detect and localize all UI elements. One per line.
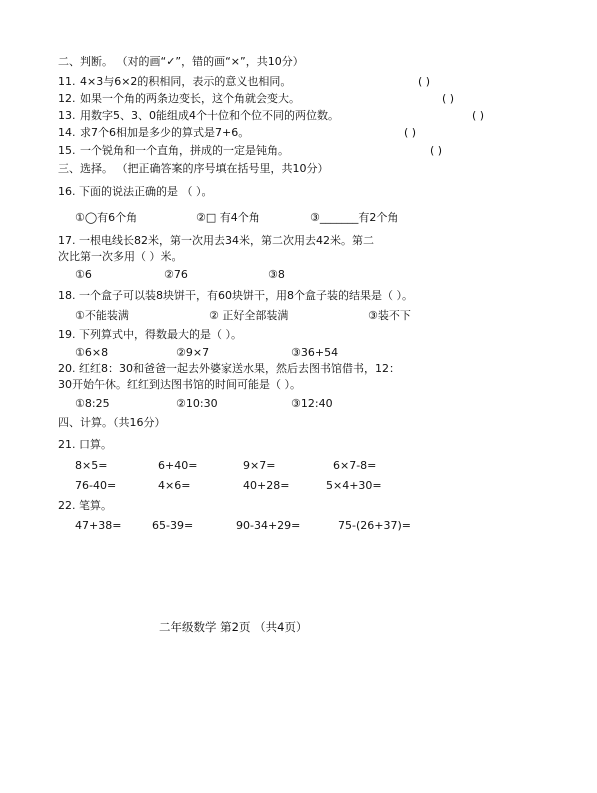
item-number: 11.	[58, 75, 76, 88]
judge-item-14	[58, 125, 249, 140]
q16-option-3[interactable]: ③_______有2个角	[310, 211, 399, 224]
question-17-line1: 17. 一根电线长82米，第一次用去34米，第二次用去42米。第二	[58, 234, 374, 247]
q20-option-2[interactable]: ②10:30	[176, 397, 218, 410]
answer-paren-14[interactable]: ( )	[404, 126, 417, 139]
item-text: 如果一个角的两条边变长，这个角就会变大。	[80, 92, 300, 105]
q17-option-3[interactable]: ③8	[268, 268, 285, 281]
item-text: 一个锐角和一个直角，拼成的一定是钝角。	[80, 144, 289, 157]
item-number: 15.	[58, 144, 76, 157]
section2-heading: 二、判断。 （对的画“✓”，错的画“×”，共10分）	[58, 55, 304, 68]
item-number: 13.	[58, 109, 76, 122]
judge-item-11	[58, 74, 291, 89]
page-footer: 二年级数学 第2页 （共4页）	[159, 620, 308, 634]
question-20-line1: 20. 红红8：30和爸爸一起去外婆家送水果，然后去图书馆借书，12：	[58, 362, 400, 375]
q20-option-1[interactable]: ①8:25	[75, 397, 110, 410]
item-text: 4×3与6×2的积相同，表示的意义也相同。	[80, 75, 292, 88]
q16-option-2[interactable]: ②□ 有4个角	[196, 211, 260, 224]
judge-item-15	[58, 143, 289, 158]
oral-calc-4: 6×7-8=	[333, 459, 377, 472]
oral-calc-6: 4×6=	[158, 479, 191, 492]
question-21-label: 21. 口算。	[58, 438, 112, 451]
question-16: 16. 下面的说法正确的是 （ ）。	[58, 185, 213, 198]
written-calc-4: 75-(26+37)=	[338, 519, 411, 532]
item-text: 用数字5、3、0能组成4个十位和个位不同的两位数。	[80, 109, 339, 122]
item-number: 14.	[58, 126, 76, 139]
question-22-label: 22. 笔算。	[58, 499, 112, 512]
section3-heading: 三、选择。 （把正确答案的序号填在括号里，共10分）	[58, 162, 329, 175]
q16-option-1[interactable]: ①◯有6个角	[75, 211, 138, 224]
q17-option-1[interactable]: ①6	[75, 268, 92, 281]
q18-option-2[interactable]: ② 正好全部装满	[209, 309, 289, 322]
q17-option-2[interactable]: ②76	[164, 268, 188, 281]
q18-option-3[interactable]: ③装不下	[368, 309, 411, 322]
written-calc-3: 90-34+29=	[236, 519, 301, 532]
q19-option-1[interactable]: ①6×8	[75, 346, 109, 359]
written-calc-2: 65-39=	[152, 519, 194, 532]
answer-paren-11[interactable]: ( )	[418, 75, 431, 88]
oral-calc-3: 9×7=	[243, 459, 276, 472]
oral-calc-5: 76-40=	[75, 479, 117, 492]
section4-heading: 四、计算。（共16分）	[58, 416, 166, 429]
q19-option-3[interactable]: ③36+54	[291, 346, 339, 359]
q19-option-2[interactable]: ②9×7	[176, 346, 210, 359]
question-17-line2: 次比第一次多用（ ）米。	[58, 250, 183, 263]
q18-option-1[interactable]: ①不能装满	[75, 309, 129, 322]
judge-item-13	[58, 108, 339, 123]
question-19: 19. 下列算式中，得数最大的是（ ）。	[58, 328, 242, 341]
answer-paren-12[interactable]: ( )	[442, 92, 455, 105]
question-18: 18. 一个盒子可以装8块饼干，有60块饼干，用8个盒子装的结果是（ ）。	[58, 289, 413, 302]
item-text: 求7个6相加是多少的算式是7+6。	[80, 126, 250, 139]
question-20-line2: 30开始午休。红红到达图书馆的时间可能是（ ）。	[58, 378, 301, 391]
oral-calc-2: 6+40=	[158, 459, 198, 472]
answer-paren-15[interactable]: ( )	[430, 144, 443, 157]
answer-paren-13[interactable]: ( )	[472, 109, 485, 122]
oral-calc-7: 40+28=	[243, 479, 290, 492]
written-calc-1: 47+38=	[75, 519, 122, 532]
q20-option-3[interactable]: ③12:40	[291, 397, 333, 410]
item-number: 12.	[58, 92, 76, 105]
oral-calc-1: 8×5=	[75, 459, 108, 472]
judge-item-12	[58, 91, 300, 106]
oral-calc-8: 5×4+30=	[326, 479, 382, 492]
